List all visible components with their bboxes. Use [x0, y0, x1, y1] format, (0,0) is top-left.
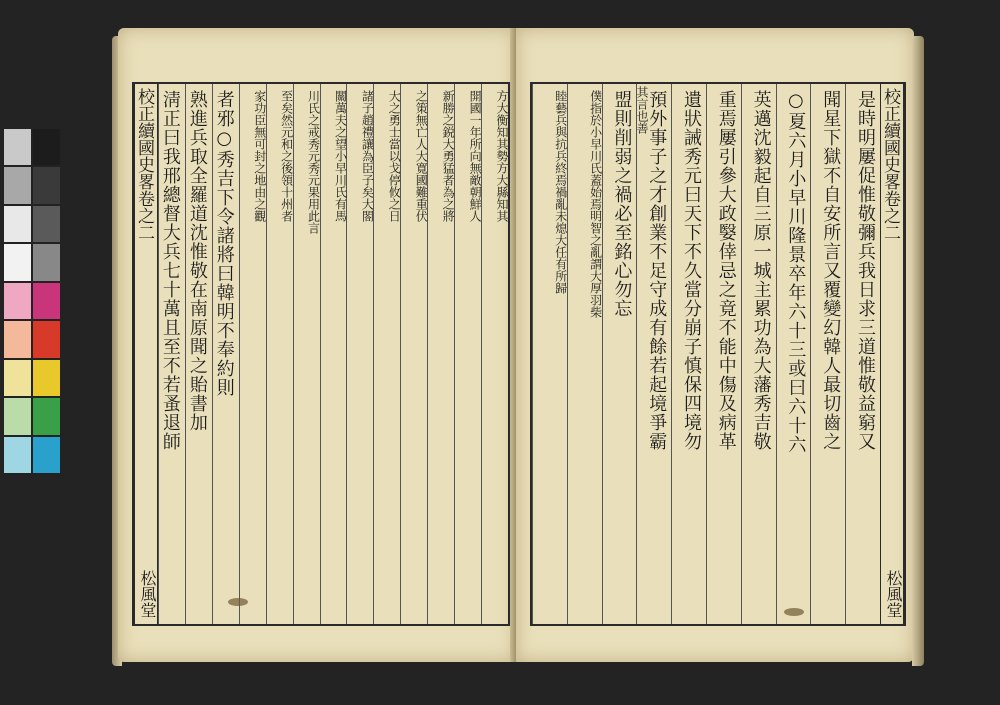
color-patch — [3, 128, 32, 166]
color-patch — [32, 166, 61, 204]
color-patch — [3, 359, 32, 397]
left-text-column: 熟進兵取全羅道沈惟敬在南原聞之貽書加 — [185, 84, 212, 624]
right-top-note: 其言也善 — [635, 86, 649, 134]
left-text-column: 至矣然元和之後領十州者 — [266, 84, 293, 624]
left-text-column: 開國一年所向無敵朝鮮人 — [454, 84, 481, 624]
right-text-column: 預外事子之才創業不足守成有餘若起境爭霸 — [636, 84, 671, 624]
color-patch — [3, 166, 32, 204]
color-patch — [3, 436, 32, 474]
ink-stain — [784, 608, 804, 616]
left-margin-publisher: 松風堂 — [138, 570, 157, 618]
color-patch — [32, 243, 61, 281]
right-text-column: 僕指於小早川氏蓋始焉明智之亂謂大厚羽柴 — [567, 84, 602, 624]
open-book — [112, 28, 924, 668]
left-text-column: 川氏之戒秀元秀元果用此言 — [293, 84, 320, 624]
right-text-column: 英邁沈毅起自三原一城主累功為大藩秀吉敬 — [741, 84, 776, 624]
left-text-column: 關萬夫之望小早川氏有馬 — [320, 84, 347, 624]
right-text-frame — [530, 82, 906, 626]
right-text-column: 盟則削弱之禍必至銘心勿忘 — [602, 84, 637, 624]
right-margin-publisher: 松風堂 — [884, 570, 903, 618]
color-patch — [3, 205, 32, 243]
color-patch — [32, 320, 61, 358]
left-margin-title: 校正續國史畧卷之二 — [134, 88, 154, 241]
page-edge-right — [912, 36, 924, 666]
color-patch — [3, 282, 32, 320]
color-checker — [3, 128, 61, 476]
color-patch — [32, 128, 61, 166]
right-text-column: 睦藝兵與抗兵終焉禍亂未熄大任有所歸 — [532, 84, 567, 624]
ink-stain — [228, 598, 248, 606]
color-patch — [32, 474, 61, 476]
left-text-column: 諸子趙禮讓為臣子矣大閤 — [346, 84, 373, 624]
color-patch — [3, 243, 32, 281]
left-text-column: 淸正曰我邢總督大兵七十萬且至不若蚤退師 — [158, 84, 185, 624]
left-text-column: 新勝之鋭大勇猛者為之將 — [427, 84, 454, 624]
color-patch — [32, 359, 61, 397]
left-text-frame — [132, 82, 510, 626]
right-margin-title: 校正續國史畧卷之二 — [880, 88, 900, 241]
color-patch — [32, 436, 61, 474]
right-text-column: ○夏六月小早川隆景卒年六十三或曰六十六 — [776, 84, 811, 624]
right-text-column: 遺狀誡秀元曰天下不久當分崩子慎保四境勿 — [671, 84, 706, 624]
right-page — [516, 28, 914, 662]
left-page — [118, 28, 516, 662]
color-patch — [3, 320, 32, 358]
color-patch — [3, 397, 32, 435]
color-patch — [32, 205, 61, 243]
color-patch — [32, 282, 61, 320]
color-patch — [32, 397, 61, 435]
left-text-column: 大之勇士當以戈停攸之日 — [373, 84, 400, 624]
left-text-column: 方大衡知其勢方大縣知其 — [481, 84, 508, 624]
left-text-column: 者邪○秀吉下令諸將曰韓明不奉約則 — [212, 84, 239, 624]
left-text-column: 家功臣無可封之地由之觀 — [239, 84, 266, 624]
right-margin-column — [880, 84, 904, 624]
left-text-column: 之策無亡人大寛國難重伏 — [400, 84, 427, 624]
right-text-column: 聞星下獄不自安所言又覆變幻韓人最切齒之 — [810, 84, 845, 624]
color-patch — [3, 474, 32, 476]
right-text-column: 重焉屢引參大政嫛倖忌之竟不能中傷及病革 — [706, 84, 741, 624]
right-text-column: 是時明屢促惟敬彌兵我日求三道惟敬益窮又 — [845, 84, 880, 624]
